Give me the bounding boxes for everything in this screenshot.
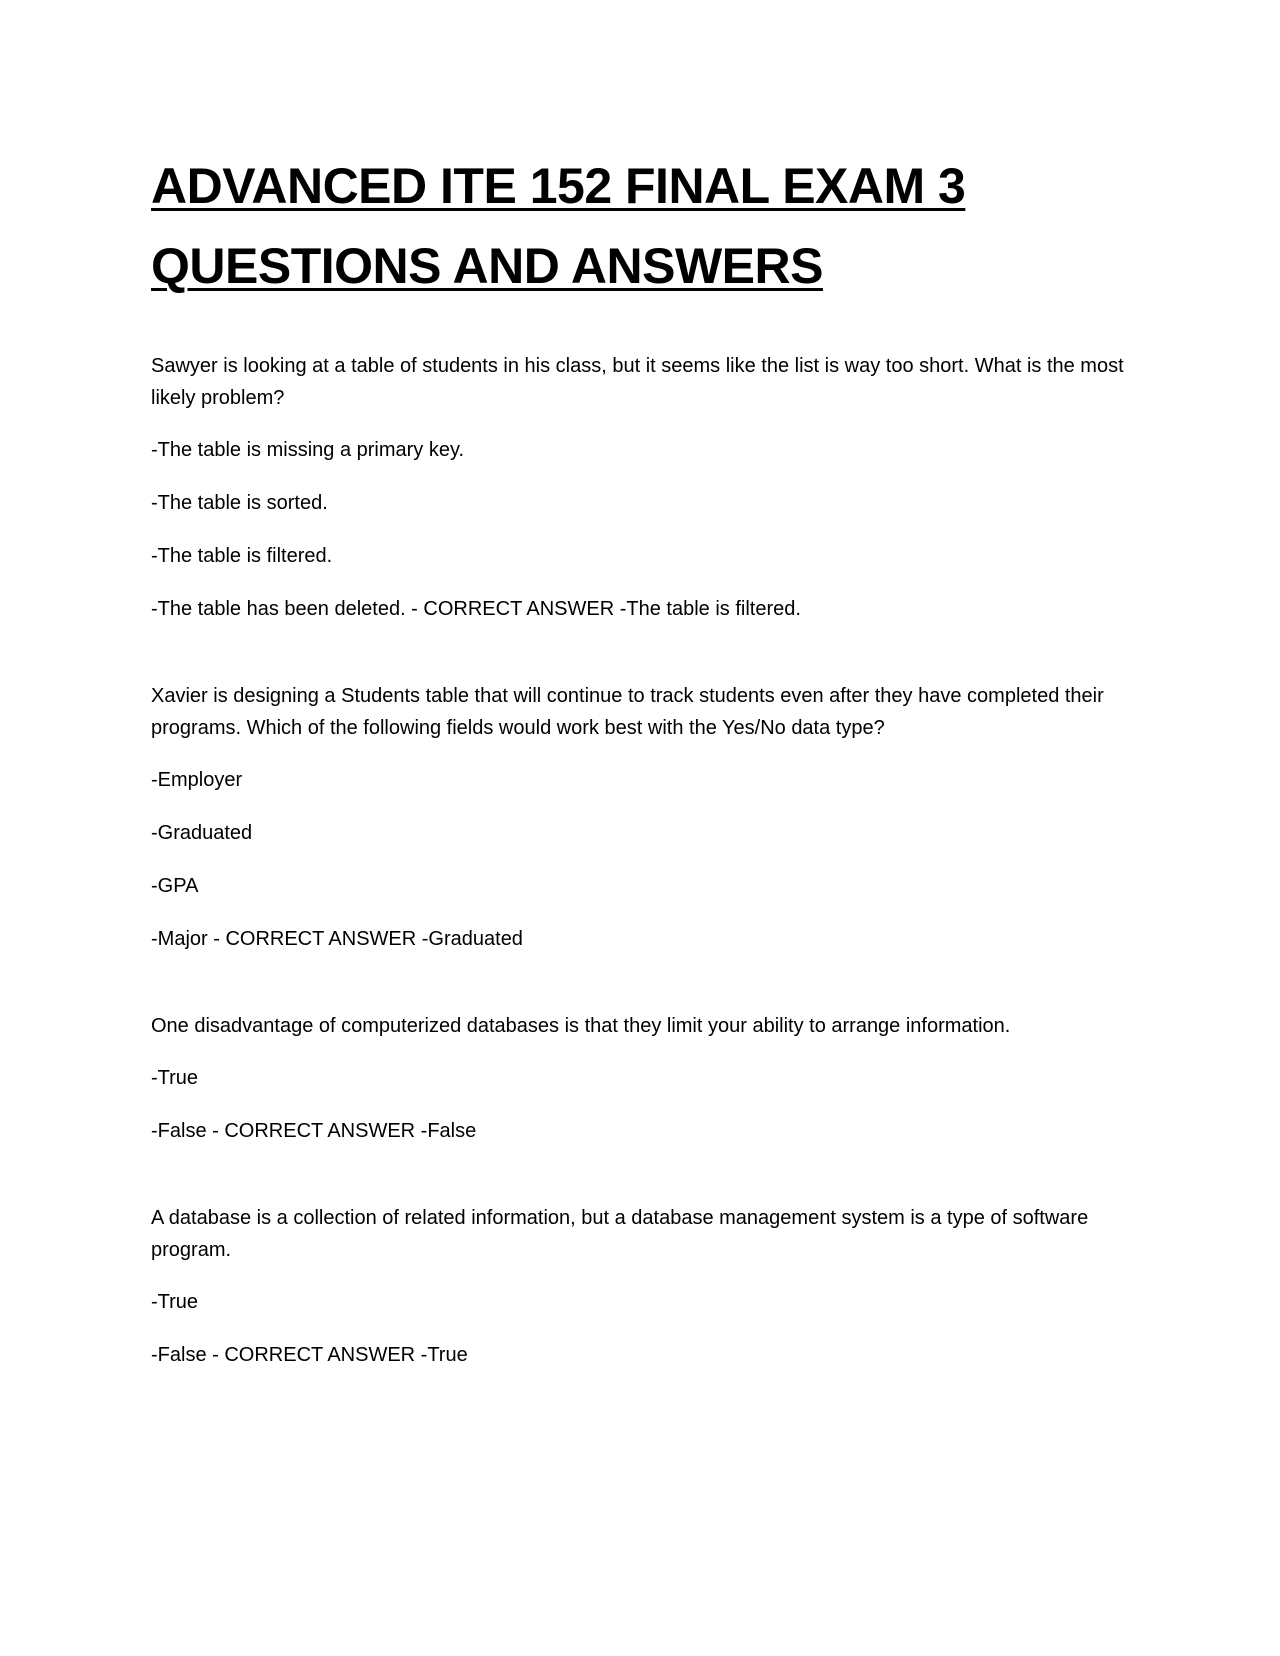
answer-option: -True (151, 1067, 199, 1089)
document-title (151, 146, 1131, 306)
question-text: One disadvantage of computerized databases is that they limit your ability to arrange information. (151, 1015, 1011, 1037)
question-text: Xavier is designing a Students table that will continue to track students even after they have completed their programs. Which of the following fields would work best with the Yes/No data type? (151, 685, 1104, 739)
answer-option: -Employer (151, 769, 243, 791)
question-item (151, 1010, 1131, 1147)
answer-option: -True (151, 1291, 199, 1313)
title-line-1: ADVANCED ITE 152 FINAL EXAM 3 (151, 158, 966, 214)
question-item (151, 350, 1131, 625)
question-list (151, 350, 1131, 1371)
answer-option-with-correct-answer: -Major - CORRECT ANSWER -Graduated (151, 928, 523, 950)
title-line-2: QUESTIONS AND ANSWERS (151, 238, 823, 294)
question-item (151, 1202, 1131, 1371)
answer-option: -The table is filtered. (151, 545, 333, 567)
answer-option: -GPA (151, 875, 199, 897)
answer-option-with-correct-answer: -False - CORRECT ANSWER -True (151, 1344, 468, 1366)
answer-option-with-correct-answer: -False - CORRECT ANSWER -False (151, 1120, 477, 1142)
answer-option: -The table is sorted. (151, 492, 328, 514)
document-page (151, 146, 1131, 1426)
answer-option: -The table is missing a primary key. (151, 439, 465, 461)
answer-option-with-correct-answer: -The table has been deleted. - CORRECT ANSWER -The table is filtered. (151, 598, 801, 620)
question-text: A database is a collection of related information, but a database management system is a type of software program. (151, 1207, 1089, 1261)
answer-option: -Graduated (151, 822, 253, 844)
question-text: Sawyer is looking at a table of students in his class, but it seems like the list is way too short. What is the most likely problem? (151, 355, 1124, 409)
question-item (151, 680, 1131, 955)
